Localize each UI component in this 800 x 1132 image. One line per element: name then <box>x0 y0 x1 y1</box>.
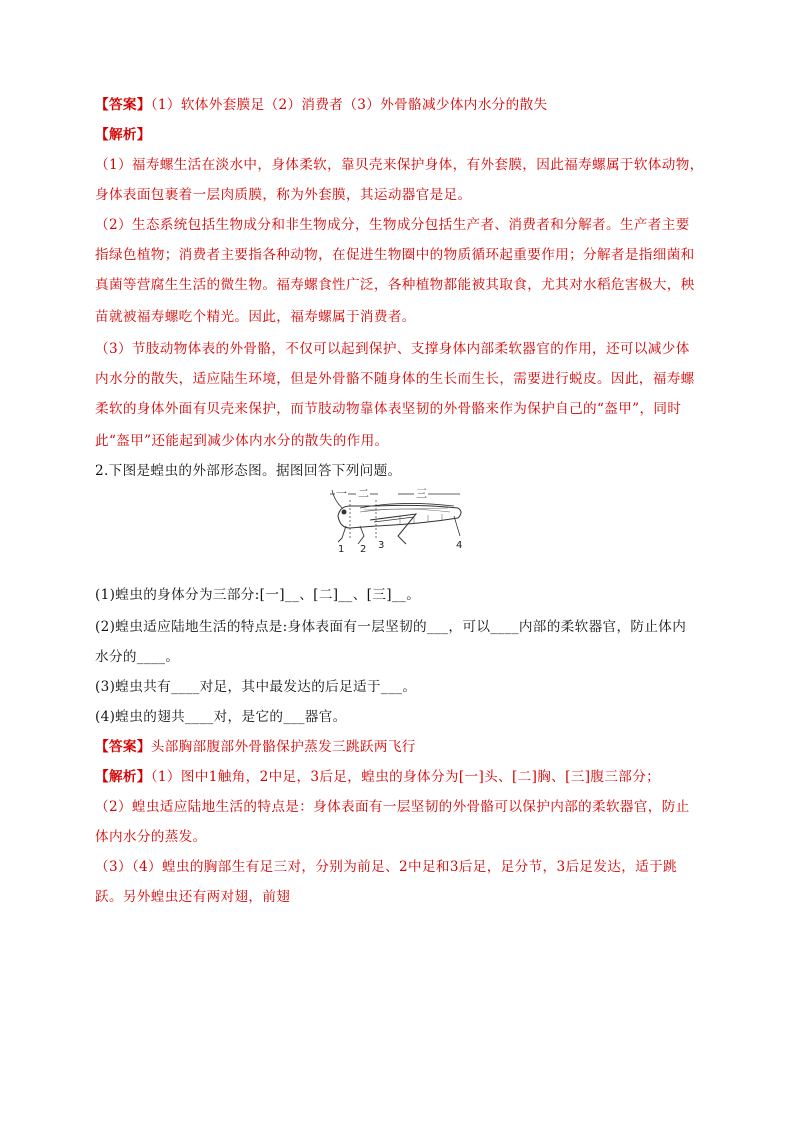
analysis-line: 身体表面包裹着一层肉质膜，称为外套膜，其运动器官是足。 <box>95 187 472 203</box>
answer-text: （1）软体外套膜足（2）消费者（3）外骨骼减少体内水分的散失 <box>150 97 548 113</box>
analysis-line: 跃。另外蝗虫还有两对翅，前翅 <box>95 889 291 905</box>
analysis-line: 苗就被福寿螺吃个精光。因此，福寿螺属于消费者。 <box>95 309 416 325</box>
q2-analysis-line <box>95 768 715 786</box>
answer-tag: 【答案】 <box>95 739 151 755</box>
figure-label-3: 3 <box>378 540 385 551</box>
figure-label-head: 一 <box>336 487 347 500</box>
analysis-line: （2）蝗虫适应陆地生活的特点是：身体表面有一层坚韧的外骨骼可以保护内部的柔软器官，防止 <box>95 799 690 815</box>
question-stem: 2.下图是蝗虫的外部形态图。据图回答下列问题。 <box>95 463 402 479</box>
sub-question: (4)蝗虫的翅共____对，是它的___器官。 <box>95 709 347 725</box>
figure-label-1: 1 <box>338 544 345 555</box>
sub-question: (3)蝗虫共有____对足，其中最发达的后足适于___。 <box>95 679 417 695</box>
analysis-line: 内水分的散失，适应陆生环境，但是外骨骼不随身体的生长而生长，需要进行蜕皮。因此，福寿螺 <box>95 371 695 387</box>
sub-question: 水分的____。 <box>95 649 180 665</box>
analysis-line: （3）节肢动物体表的外骨骼，不仅可以起到保护、支撑身体内部柔软器官的作用，还可以减少体 <box>95 341 690 357</box>
grasshopper-figure <box>330 486 470 556</box>
answer-tag: 【答案】 <box>95 97 151 113</box>
analysis-line: 真菌等营腐生生活的微生物。福寿螺食性广泛，各种植物都能被其取食，尤其对水稻危害极大，秧 <box>95 277 695 293</box>
q2-answer-line <box>95 738 715 756</box>
analysis-line: （3）（4）蝗虫的胸部生有足三对，分别为前足、2中足和3后足，足分节，3后足发达，适于跳 <box>95 859 677 875</box>
analysis-line: 柔软的身体外面有贝壳来保护，而节肢动物靠体表坚韧的外骨骼来作为保护自己的“盔甲”，同时 <box>95 401 682 417</box>
analysis-line: （2）生态系统包括生物成分和非生物成分，生物成分包括生产者、消费者和分解者。生产者主要 <box>95 217 690 233</box>
figure-label-thorax: 二 <box>358 487 369 500</box>
figure-label-abdomen: 三 <box>416 487 427 500</box>
figure-label-2: 2 <box>360 544 367 555</box>
sub-question: (1)蝗虫的身体分为三部分:[一]__、[二]__、[三]__。 <box>95 587 421 603</box>
q1-answer-line <box>95 96 715 114</box>
answer-text: 头部胸部腹部外骨骼保护蒸发三跳跃两飞行 <box>150 739 416 755</box>
analysis-line: （1）福寿螺生活在淡水中，身体柔软，靠贝壳来保护身体，有外套膜，因此福寿螺属于软体动物， <box>95 157 704 173</box>
analysis-line: 指绿色植物；消费者主要指各种动物，在促进生物圈中的物质循环起重要作用；分解者是指细菌和 <box>95 247 695 263</box>
analysis-tag: 【解析】 <box>95 127 151 143</box>
sub-question: (2)蝗虫适应陆地生活的特点是:身体表面有一层坚韧的___，可以____内部的柔软器官，防止体内 <box>95 619 687 635</box>
analysis-tag: 【解析】 <box>95 769 151 785</box>
analysis-line: 此“盔甲”还能起到减少体内水分的散失的作用。 <box>95 433 389 449</box>
figure-label-4: 4 <box>456 540 463 551</box>
analysis-text: （1）图中1触角，2中足，3后足，蝗虫的身体分为[一]头、[二]胸、[三]腹三部分； <box>150 769 661 785</box>
analysis-line: 体内水分的蒸发。 <box>95 829 207 845</box>
